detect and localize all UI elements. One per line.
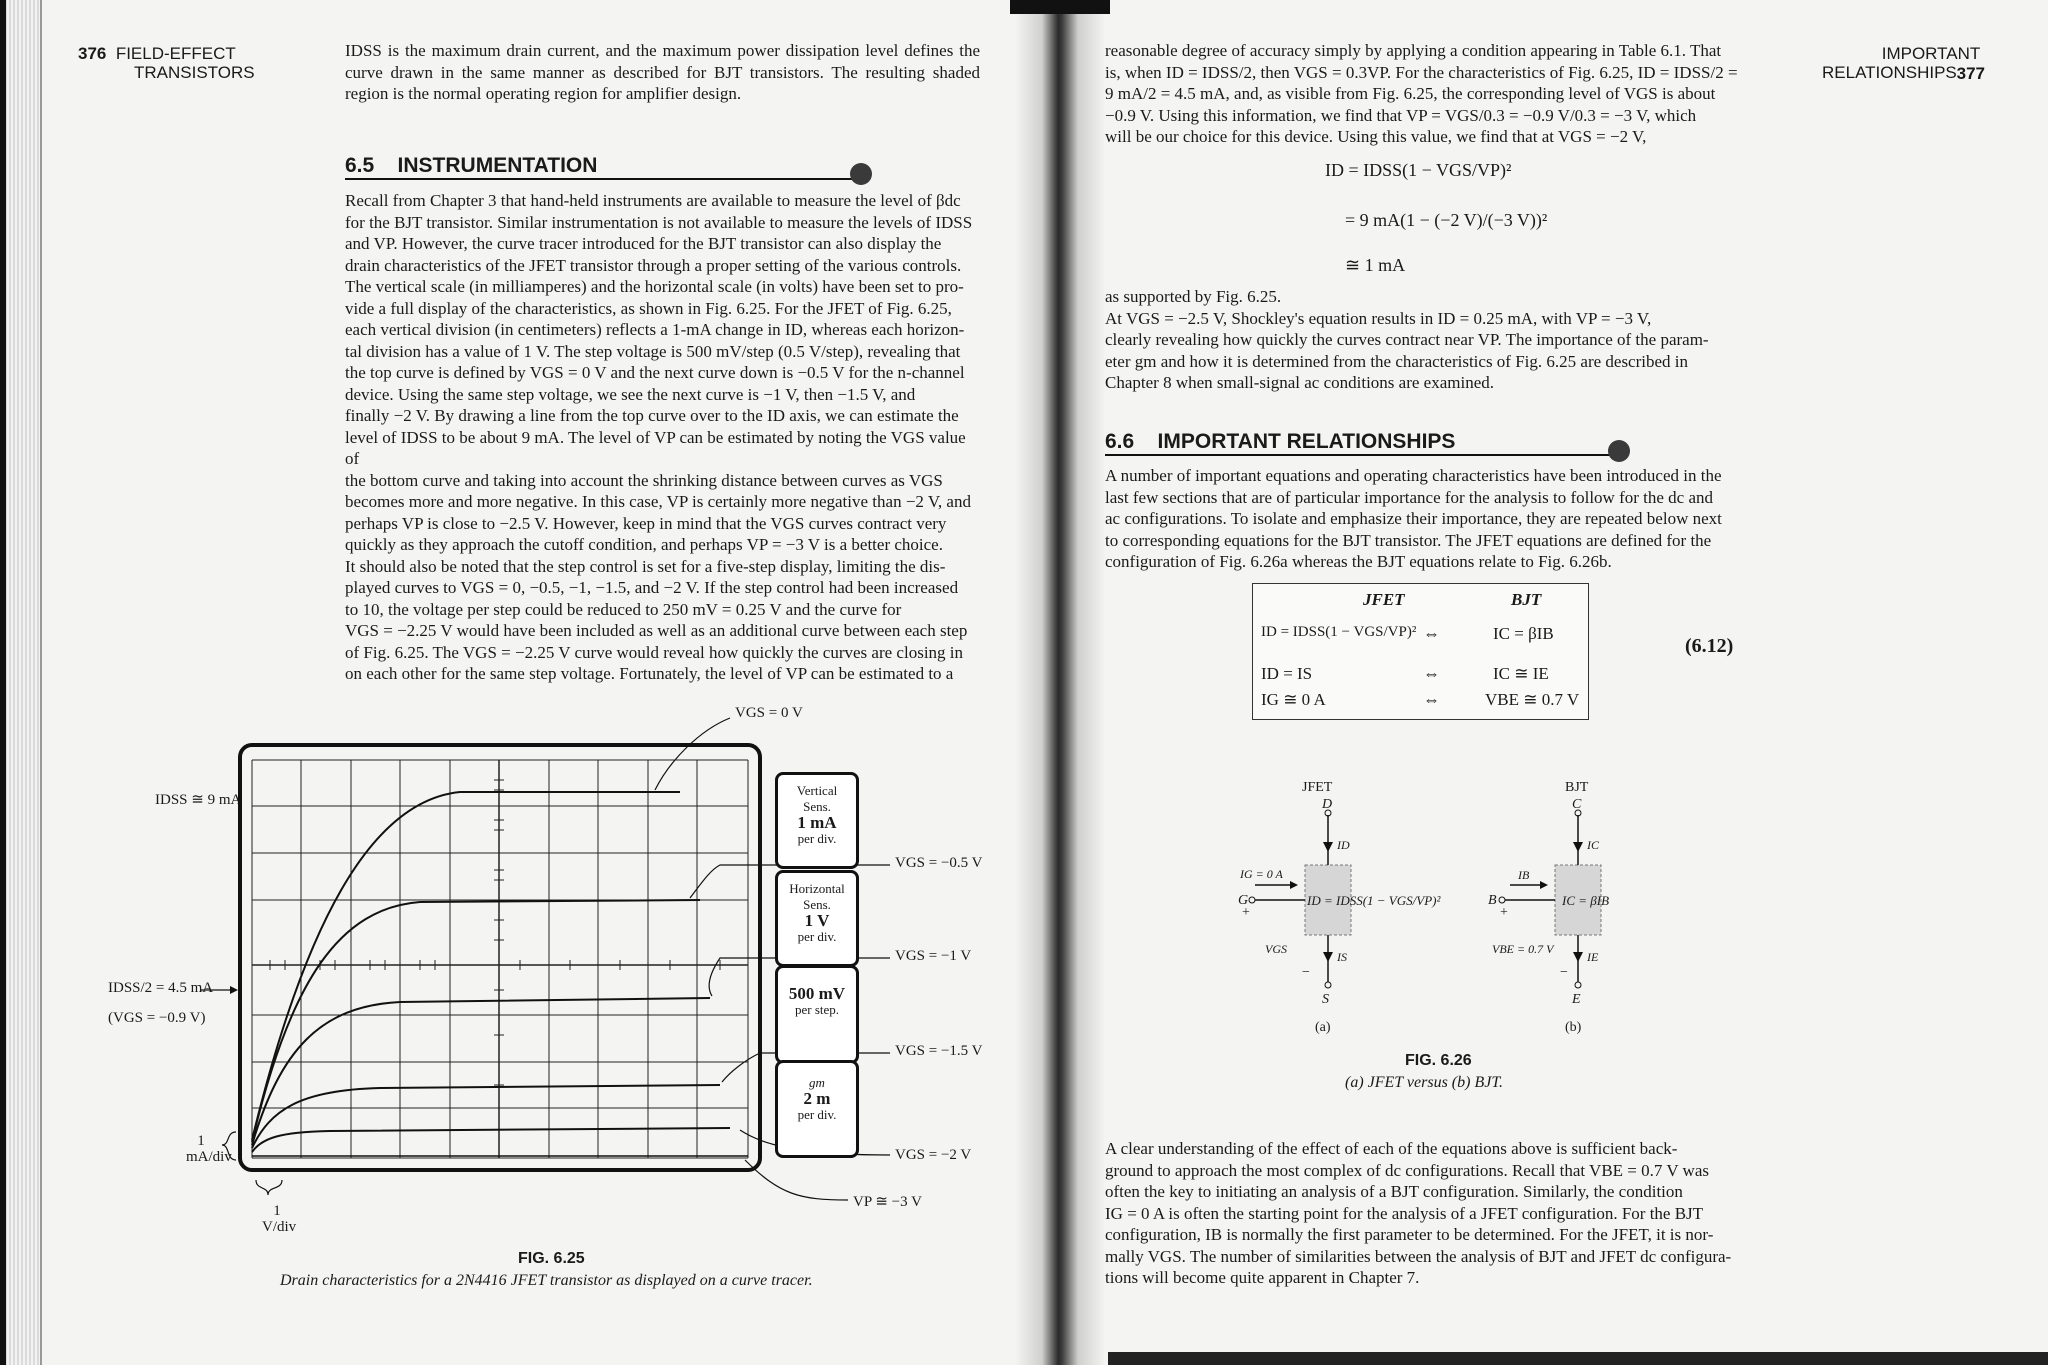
jfet-source-terminal <box>1325 982 1331 988</box>
fig-jfet-sub: (a) <box>1315 1020 1331 1035</box>
body-line: quickly as they approach the cutoff condition, and perhaps VP = −3 V is a better choice. <box>345 535 943 554</box>
fig-bjt-minus: − <box>1560 965 1568 980</box>
table-row-2-arrow: ⇔ <box>1423 664 1440 683</box>
fig-bjt-b: B <box>1488 893 1497 908</box>
fig-jfet-vgs: VGS <box>1265 942 1287 956</box>
fig-jfet-title: JFET <box>1302 780 1333 795</box>
jfet-ig-arrowhead <box>1290 881 1298 889</box>
body-line: configuration, IB is normally the first parameter to be determined. For the JFET, it is nor- <box>1105 1225 1714 1244</box>
body-line: and VP. However, the curve tracer introduced for the BJT transistor can also display the <box>345 234 942 253</box>
table-row-3-arrow: ⇔ <box>1423 690 1440 709</box>
left-running-head-line-1: FIELD-EFFECT <box>115 44 236 63</box>
fig-jfet-ig: IG = 0 A <box>1240 867 1283 881</box>
control-value: 2 m <box>803 1089 831 1108</box>
body-line: to 10, the voltage per step could be reduced to 250 mV = 0.25 V and the curve for <box>345 599 902 619</box>
body-line: becomes more and more negative. In this case, VP is certainly more negative than −2 V, and <box>345 492 971 511</box>
body-line: configuration of Fig. 6.26a whereas the BJT equations relate to Fig. 6.26b. <box>1105 552 1612 571</box>
table-row-2-bjt: IC ≅ IE <box>1493 664 1549 683</box>
body-line: drain characteristics of the JFET transistor through a proper setting of the various controls. <box>345 255 962 275</box>
equation-shockley: ID = IDSS(1 − VGS/VP)² <box>1325 160 1512 180</box>
right-running-head-line-2: RELATIONSHIPS <box>1822 63 1957 82</box>
left-running-head-line-2: TRANSISTORS <box>134 63 255 82</box>
control-title: Vertical <box>796 783 838 798</box>
body-line: 9 mA/2 = 4.5 mA, and, as visible from Fig. 6.25, the corresponding level of VGS is about <box>1105 84 1716 103</box>
body-line: to corresponding equations for the BJT transistor. The JFET equations are defined for the <box>1105 530 1712 550</box>
fig-bjt-ic: IC <box>1587 838 1599 852</box>
control-value: 1 V <box>804 911 830 930</box>
table-row-3-bjt: VBE ≅ 0.7 V <box>1485 690 1580 709</box>
body-line: the bottom curve and taking into account the shrinking distance between curves as VGS <box>345 470 943 490</box>
equation-result: ≅ 1 mA <box>1345 255 1406 275</box>
fig-6-25-label: FIG. 6.25 <box>518 1250 585 1267</box>
body-line: played curves to VGS = 0, −0.5, −1, −1.5, and −2 V. If the step control had been increased <box>345 578 959 597</box>
body-line: last few sections that are of particular importance for the analysis to follow for the dc and <box>1105 487 1714 507</box>
body-line: The vertical scale (in milliamperes) and the horizontal scale (in volts) have been set to pro- <box>345 277 964 296</box>
fig-bjt-plus: + <box>1500 905 1508 920</box>
table-head-bjt: BJT <box>1511 590 1542 609</box>
label-idss-half: IDSS/2 = 4.5 mA <box>108 980 214 996</box>
fig-jfet-is: IS <box>1337 950 1347 964</box>
fig-jfet-g: G <box>1238 893 1249 908</box>
table-row-1-arrow: ⇔ <box>1423 624 1440 643</box>
right-page-number: 377 <box>1956 64 1985 83</box>
label-vgs-half: (VGS = −0.9 V) <box>108 1010 206 1026</box>
body-line: vide a full display of the characteristics, as shown in Fig. 6.25. For the JFET of Fig. 6.25, <box>345 298 952 318</box>
body-line: At VGS = −2.5 V, Shockley's equation results in ID = 0.25 mA, with VP = −3 V, <box>1105 308 1652 328</box>
fig-jfet-equation: ID = IDSS(1 − VGS/VP)² <box>1307 893 1441 908</box>
fig-jfet-plus: + <box>1242 905 1250 920</box>
body-line: tions will become quite apparent in Chapter 7. <box>1105 1268 1420 1287</box>
bjt-emitter-terminal <box>1575 982 1581 988</box>
control-unit: per div. <box>797 1107 837 1122</box>
label-vgs-minus-2: VGS = −2 V <box>895 1147 972 1163</box>
right-final-paragraph <box>1105 1138 1740 1289</box>
fig-jfet-d: D <box>1322 797 1333 812</box>
body-line: each vertical division (in centimeters) reflects a 1-mA change in ID, whereas each horizon- <box>345 320 965 339</box>
body-line: ground to approach the most complex of dc configurations. Recall that VBE = 0.7 V was <box>1105 1160 1709 1180</box>
body-line: finally −2 V. By drawing a line from the top curve over to the ID axis, we can estimate the <box>345 406 959 425</box>
label-idss: IDSS ≅ 9 mA <box>155 792 242 808</box>
body-line: VGS = −2.25 V would have been included as well as an additional curve between each step <box>345 621 968 640</box>
section-6-6-number: 6.6 <box>1105 430 1135 453</box>
body-line: A clear understanding of the effect of each of the equations above is sufficient back- <box>1105 1139 1678 1158</box>
label-vgs-minus-1: VGS = −1 V <box>895 948 972 964</box>
body-line: of Fig. 6.25. The VGS = −2.25 V curve would reveal how quickly the curves are closing in <box>345 642 964 662</box>
fig-bjt-c: C <box>1572 797 1582 812</box>
section-6-6-title: IMPORTANT RELATIONSHIPS <box>1157 430 1456 453</box>
table-row-2-jfet: ID = IS <box>1261 664 1313 683</box>
bjt-ib-arrowhead <box>1540 881 1548 889</box>
body-line: −0.9 V. Using this information, we find that VP = VGS/0.3 = −0.9 V/0.3 = −3 V, which <box>1105 105 1697 125</box>
body-line: is, when ID = IDSS/2, then VGS = 0.3VP. For the characteristics of Fig. 6.25, ID = IDSS/2 = <box>1105 62 1738 82</box>
control-title: gm <box>809 1075 825 1090</box>
left-intro-paragraph: IDSS is the maximum drain current, and the maximum power dissipation level defines the curve drawn in the same manner as described for BJT transistors. The resulting shaded region is the normal operating region for amplifier design. <box>345 41 980 104</box>
body-line: It should also be noted that the step control is set for a five-step display, limiting the dis- <box>345 556 946 576</box>
body-line: the top curve is defined by VGS = 0 V and the next curve down is −0.5 V for the n-channel <box>345 363 965 382</box>
body-line: Recall from Chapter 3 that hand-held instruments are available to measure the level of βdc <box>345 191 961 210</box>
fig-bjt-equation: IC = βIB <box>1562 893 1610 908</box>
fig-6-26-label: FIG. 6.26 <box>1405 1052 1472 1069</box>
body-line: eter gm and how it is determined from the characteristics of Fig. 6.25 are described in <box>1105 351 1689 371</box>
control-title: Horizontal <box>789 881 845 896</box>
control-unit: per div. <box>797 929 837 944</box>
control-unit: per div. <box>797 831 837 846</box>
body-line: device. Using the same step voltage, we see the next curve is −1 V, then −1.5 V, and <box>345 384 916 404</box>
body-line: IG = 0 A is often the starting point for the analysis of a JFET configuration. For the BJT <box>1105 1203 1704 1223</box>
label-vgs-minus-0-5: VGS = −0.5 V <box>895 855 983 871</box>
body-line: often the key to initiating an analysis of a BJT configuration. Similarly, the condition <box>1105 1182 1683 1201</box>
bjt-ie-arrowhead <box>1573 952 1583 962</box>
fig-bjt-e: E <box>1572 992 1581 1007</box>
control-subtitle: Sens. <box>803 897 831 912</box>
bjt-base-terminal <box>1499 897 1505 903</box>
fig-jfet-minus: − <box>1302 965 1310 980</box>
body-line: mally VGS. The number of similarities between the analysis of BJT and JFET dc configura- <box>1105 1246 1732 1266</box>
control-value: 500 mV <box>788 984 846 1003</box>
table-row-3-jfet: IG ≅ 0 A <box>1261 690 1326 709</box>
control-unit: per step. <box>794 1002 840 1017</box>
body-line: clearly revealing how quickly the curves contract near VP. The importance of the param- <box>1105 330 1709 349</box>
body-line: level of IDSS to be about 9 mA. The level of VP can be estimated by noting the VGS value of <box>345 427 966 468</box>
label-horizontal-division: 1 V/div <box>262 1203 297 1235</box>
equation-number-6-12: (6.12) <box>1685 635 1734 657</box>
section-6-5-title: INSTRUMENTATION <box>397 154 598 177</box>
jfet-is-arrowhead <box>1323 952 1333 962</box>
body-line: Chapter 8 when small-signal ac conditions are examined. <box>1105 373 1494 392</box>
fig-jfet-s: S <box>1322 992 1329 1007</box>
label-vgs-minus-1-5: VGS = −1.5 V <box>895 1043 983 1059</box>
fig-bjt-sub: (b) <box>1565 1020 1582 1035</box>
fig-6-26-caption: (a) JFET versus (b) BJT. <box>1345 1074 1504 1091</box>
left-page-number: 376 <box>78 44 107 63</box>
body-line: for the BJT transistor. Similar instrumentation is not available to measure the levels of IDSS <box>345 212 973 232</box>
table-row-1-bjt: IC = βIB <box>1493 624 1554 643</box>
table-row-1-jfet: ID = IDSS(1 − VGS/VP)² <box>1261 624 1417 640</box>
fig-bjt-title: BJT <box>1565 780 1589 795</box>
right-running-head-line-1: IMPORTANT <box>1881 44 1981 63</box>
fig-bjt-ie: IE <box>1587 950 1599 964</box>
label-vertical-division: 1 mA/div <box>186 1133 232 1165</box>
jfet-gate-terminal <box>1249 897 1255 903</box>
body-line: reasonable degree of accuracy simply by applying a condition appearing in Table 6.1. That <box>1105 41 1722 60</box>
equation-substitution: = 9 mA(1 − (−2 V)/(−3 V))² <box>1345 210 1548 230</box>
section-6-5-number: 6.5 <box>345 154 375 177</box>
fig-jfet-id: ID <box>1337 838 1350 852</box>
body-line: will be our choice for this device. Using this value, we find that at VGS = −2 V, <box>1105 127 1647 146</box>
body-line: A number of important equations and operating characteristics have been introduced in the <box>1105 466 1722 485</box>
fig-bjt-ib: IB <box>1518 868 1530 882</box>
label-vgs-0: VGS = 0 V <box>735 705 803 721</box>
body-line: as supported by Fig. 6.25. <box>1105 287 1282 306</box>
fig-6-25-caption: Drain characteristics for a 2N4416 JFET transistor as displayed on a curve tracer. <box>280 1272 813 1289</box>
label-vp: VP ≅ −3 V <box>853 1194 922 1210</box>
bjt-ic-arrowhead <box>1573 842 1583 852</box>
body-line: on each other for the same step voltage. Fortunately, the level of VP can be estimated to a <box>345 664 954 683</box>
fig-bjt-vbe: VBE = 0.7 V <box>1492 942 1554 956</box>
body-line: ac configurations. To isolate and emphasize their importance, they are repeated below next <box>1105 509 1722 528</box>
table-head-jfet: JFET <box>1363 590 1405 609</box>
body-line: perhaps VP is close to −2.5 V. However, keep in mind that the VGS curves contract very <box>345 513 947 533</box>
body-line: tal division has a value of 1 V. The step voltage is 500 mV/step (0.5 V/step), revealing that <box>345 341 961 361</box>
control-value: 1 mA <box>797 813 837 832</box>
jfet-id-arrowhead <box>1323 842 1333 852</box>
control-subtitle: Sens. <box>803 799 831 814</box>
